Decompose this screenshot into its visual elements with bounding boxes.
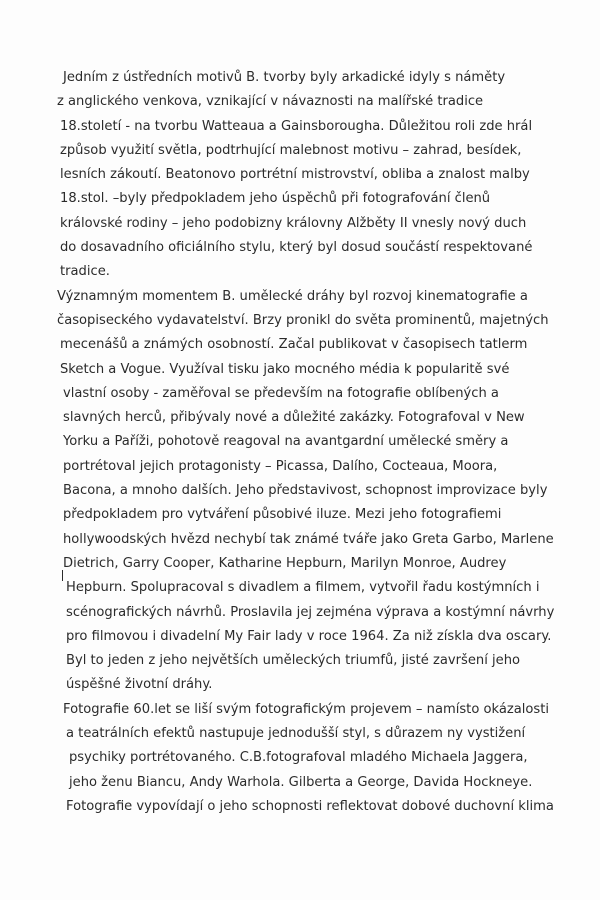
text-line-25: Byl to jeden z jeho největších uměleckých triumfů, jisté završení jeho [66,653,521,669]
text-line-10: Významným momentem B. umělecké dráhy byl rozvoj kinematografie a [57,288,528,304]
text-line-12: mecenášů a známých osobností. Začal publikovat v časopisech tatlerm [60,337,528,353]
text-line-5: lesních zákoutí. Beatonovo portrétní mistrovství, obliba a znalost malby [60,167,530,183]
text-line-17: portrétoval jejich protagonisty – Picassa, Dalího, Cocteaua, Moora, [63,458,498,474]
text-line-30: jeho ženu Biancu, Andy Warhola. Gilberta a George, Davida Hockneye. [69,774,533,790]
text-line-29: psychiky portrétovaného. C.B.fotografoval mladého Michaela Jaggera, [69,750,528,766]
handwritten-correction-mark [62,570,63,581]
text-line-6: 18.stol. –byly předpokladem jeho úspěchů při fotografování členů [60,191,491,207]
text-line-8: do dosavadního oficiálního stylu, který byl dosud součástí respektované [60,240,533,256]
text-line-28: a teatrálních efektů nastupuje jednodušší styl, s důrazem ny vystižení [66,726,526,742]
text-line-11: časopiseckého vydavatelství. Brzy pronikl do světa prominentů, majetných [57,312,549,328]
text-line-27: Fotografie 60.let se liší svým fotografickým projevem – namísto okázalosti [63,701,550,717]
text-line-14: vlastní osoby - zaměřoval se především na fotografie oblíbených a [63,385,499,401]
text-line-9: tradice. [60,264,110,280]
text-line-19: předpokladem pro vytváření působivé iluze. Mezi jeho fotografiemi [63,507,502,523]
text-line-24: pro filmovou i divadelní My Fair lady v roce 1964. Za niž získla dva oscary. [66,628,552,644]
text-line-1: Jedním z ústředních motivů B. tvorby byly arkadické idyly s náměty [63,70,506,85]
document-text-block [57,66,597,819]
text-line-16: Yorku a Paříži, pohotově reagoval na avantgardní umělecké směry a [63,434,509,450]
text-line-7: královské rodiny – jeho podobizny královny Alžběty II vnesly nový duch [60,215,527,231]
text-line-2: z anglického venkova, vznikající v návaznosti na malířské tradice [57,94,484,110]
text-line-31: Fotografie vypovídají o jeho schopnosti reflektovat dobové duchovní klima [66,798,554,814]
text-line-23: scénografických návrhů. Proslavila jej zejména výprava a kostýmní návrhy [66,604,555,620]
text-line-13: Sketch a Vogue. Využíval tisku jako mocného média k popularitě své [60,361,510,377]
text-line-3: 18.století - na tvorbu Watteaua a Gainsborougha. Důležitou roli zde hrál [60,118,533,134]
text-line-15: slavných herců, přibývaly nové a důležité zakázky. Fotografoval v New [63,410,525,426]
text-line-21: Dietrich, Garry Cooper, Katharine Hepburn, Marilyn Monroe, Audrey [63,555,507,571]
text-line-22: Hepburn. Spolupracoval s divadlem a filmem, vytvořil řadu kostýmních i [66,580,540,596]
text-line-18: Bacona, a mnoho dalších. Jeho představivost, schopnost improvizace byly [63,483,548,499]
text-line-20: hollywoodských hvězd nechybí tak známé tváře jako Greta Garbo, Marlene [63,531,554,547]
text-line-4: způsob využití světla, podtrhující malebnost motivu – zahrad, besídek, [60,142,522,158]
text-line-26: úspěšné životní dráhy. [66,677,213,693]
